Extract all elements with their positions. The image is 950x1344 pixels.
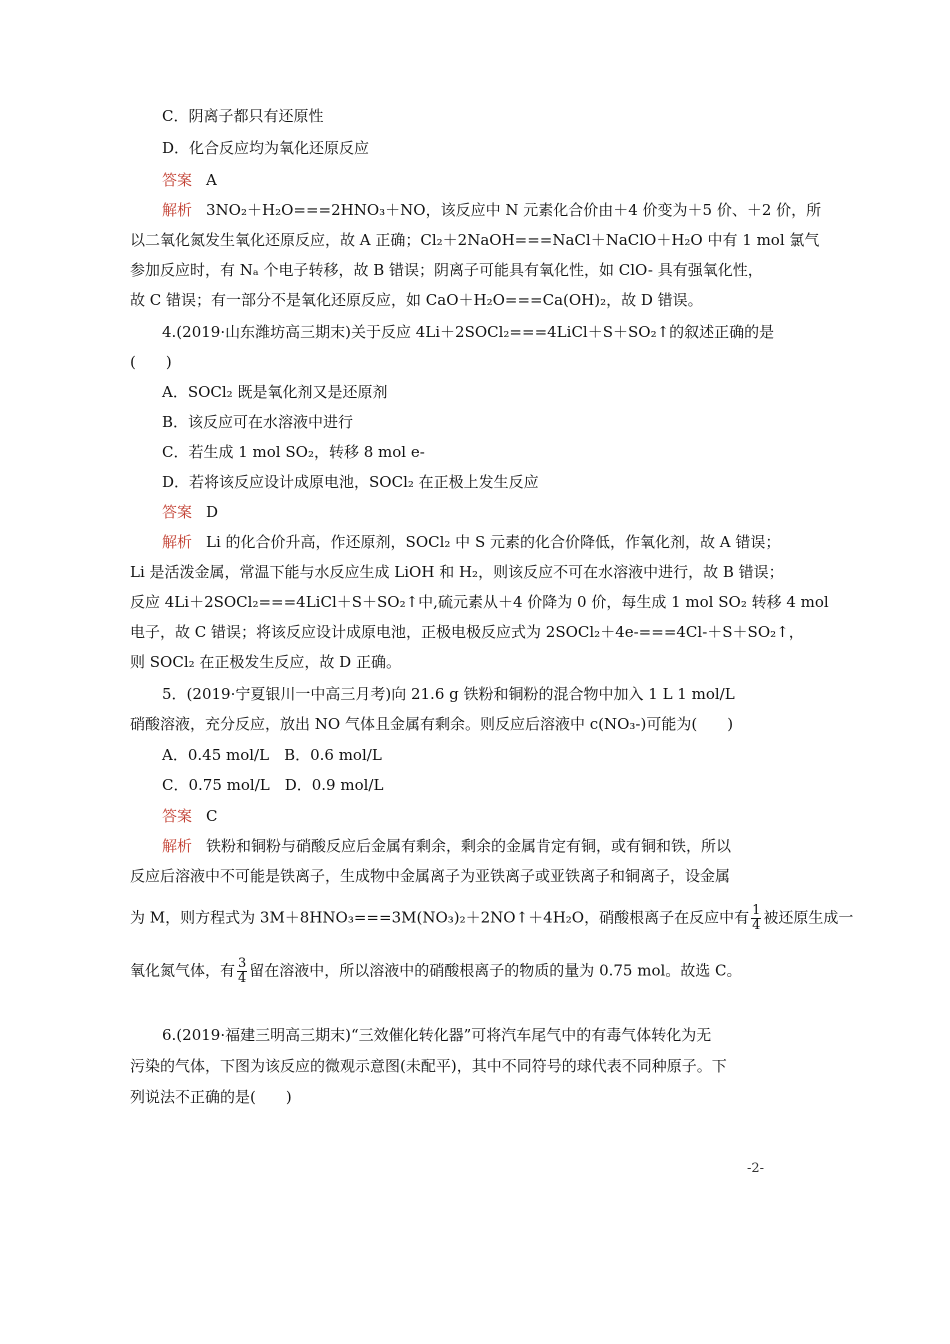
option-line: C．0.75 mol/L D．0.9 mol/L <box>162 776 384 794</box>
text-line: 电子，故 C 错误；将该反应设计成原电池，正极电极反应式为 2SOCl₂＋4e-===4Cl-＋S＋SO₂↑， <box>130 623 804 641</box>
option-line: A．0.45 mol/L B．0.6 mol/L <box>162 746 382 764</box>
text-line: 氧化氮气体，有 $\frac{3}{4}$ 留在溶液中，所以溶液中的硝酸根离子的物质的量为 0.75 mol。故选 C。 <box>130 956 742 986</box>
text-line: 硝酸溶液，充分反应，放出 NO 气体且金属有剩余。则反应后溶液中 c(NO₃-)可能为( ) <box>130 715 734 733</box>
text-line: 则 SOCl₂ 在正极发生反应，故 D 正确。 <box>130 653 401 671</box>
text-line: 反应 4Li＋2SOCl₂===4LiCl＋S＋SO₂↑中,硫元素从＋4 价降为 0 价，每生成 1 mol SO₂ 转移 4 mol <box>130 593 829 611</box>
text-line: ( ) <box>130 353 172 371</box>
text-line: 故 C 错误；有一部分不是氧化还原反应，如 CaO＋H₂O===Ca(OH)₂，故 D 错误。 <box>130 291 703 309</box>
option-line: C．阴离子都只有还原性 <box>162 107 324 125</box>
analysis-line: 解析 铁粉和铜粉与硝酸反应后金属有剩余，剩余的金属肯定有铜，或有铜和铁，所以 <box>162 837 732 855</box>
option-line: D．化合反应均为氧化还原反应 <box>162 139 370 157</box>
option-line: A．SOCl₂ 既是氧化剂又是还原剂 <box>162 383 388 401</box>
question-line: 5．(2019·宁夏银川一中高三月考)向 21.6 g 铁粉和铜粉的混合物中加入 1 L 1 mol/L <box>162 685 735 703</box>
answer-line: 答案 A <box>162 171 217 189</box>
text-line: Li 是活泼金属，常温下能与水反应生成 LiOH 和 H₂，则该反应不可在水溶液中进行，故 B 错误； <box>130 563 784 581</box>
analysis-label: 解析 <box>162 533 193 551</box>
text-line: 污染的气体，下图为该反应的微观示意图(未配平)，其中不同符号的球代表不同种原子。下 <box>130 1057 727 1075</box>
answer-line: 答案 D <box>162 503 219 521</box>
text-line: 以二氧化氮发生氧化还原反应，故 A 正确；Cl₂＋2NaOH===NaCl＋NaClO＋H₂O 中有 1 mol 氯气 <box>130 231 820 249</box>
option-line: C．若生成 1 mol SO₂，转移 8 mol e- <box>162 443 425 461</box>
analysis-label: 解析 <box>162 837 193 855</box>
analysis-line: 解析 3NO₂＋H₂O===2HNO₃＋NO，该反应中 N 元素化合价由＋4 价变为＋5 价、＋2 价，所 <box>162 201 822 219</box>
text-line: 列说法不正确的是( ) <box>130 1088 292 1106</box>
analysis-line: 解析 Li 的化合价升高，作还原剂，SOCl₂ 中 S 元素的化合价降低，作氧化剂，故 A 错误； <box>162 533 781 551</box>
fraction: $\frac{1}{4}$ <box>752 903 761 933</box>
option-line: B．该反应可在水溶液中进行 <box>162 413 354 431</box>
analysis-label: 解析 <box>162 201 193 219</box>
answer-label: 答案 <box>162 503 193 521</box>
text-line: 参加反应时，有 Nₐ 个电子转移，故 B 错误；阴离子可能具有氧化性，如 ClO- 具有强氧化性， <box>130 261 763 279</box>
option-line: D．若将该反应设计成原电池，SOCl₂ 在正极上发生反应 <box>162 473 539 491</box>
page-number: -2- <box>746 1161 764 1176</box>
answer-line: 答案 C <box>162 807 218 825</box>
text-line: 反应后溶液中不可能是铁离子，生成物中金属离子为亚铁离子或亚铁离子和铜离子，设金属 <box>130 867 731 885</box>
text-line: 为 M，则方程式为 3M＋8HNO₃===3M(NO₃)₂＋2NO↑＋4H₂O，硝酸根离子在反应中有 $\frac{1}{4}$ 被还原生成一 <box>130 903 854 933</box>
question-line: 4.(2019·山东潍坊高三期末)关于反应 4Li＋2SOCl₂===4LiCl＋S＋SO₂↑的叙述正确的是 <box>162 323 775 341</box>
answer-label: 答案 <box>162 807 193 825</box>
answer-label: 答案 <box>162 171 193 189</box>
question-line: 6.(2019·福建三明高三期末)“三效催化转化器”可将汽车尾气中的有毒气体转化为无 <box>162 1026 712 1044</box>
fraction: $\frac{3}{4}$ <box>238 956 247 986</box>
